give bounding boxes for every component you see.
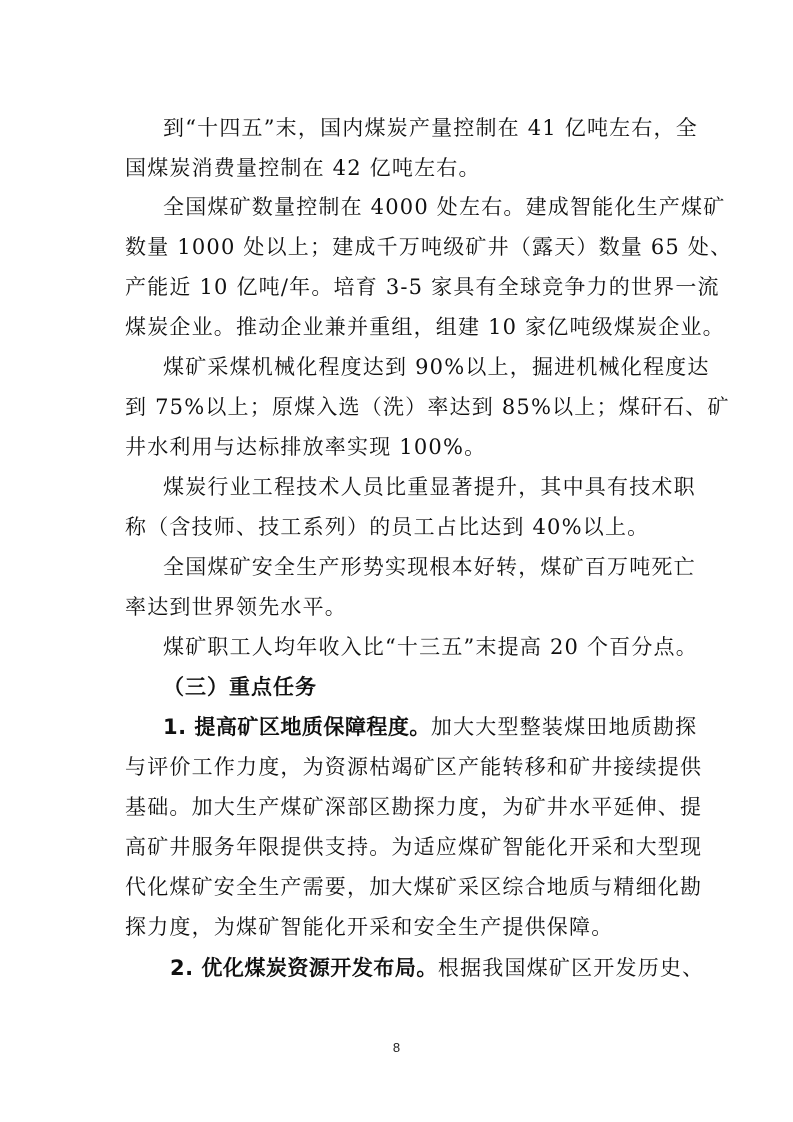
paragraph-1-line-1: 到“十四五”末，国内煤炭产量控制在 41 亿吨左右，全 bbox=[163, 116, 698, 140]
task1-lead: 1. 提高矿区地质保障程度。 bbox=[163, 715, 431, 739]
paragraph-6-line-1: 煤矿职工人均年收入比“十三五”末提高 20 个百分点。 bbox=[163, 635, 698, 659]
task1-line-6: 探力度，为煤矿智能化开采和安全生产提供保障。 bbox=[125, 915, 614, 939]
task2-line-1 bbox=[170, 953, 705, 983]
task1-line-3: 基础。加大生产煤矿深部区勘探力度，为矿井水平延伸、提 bbox=[125, 795, 703, 819]
paragraph-2-line-1: 全国煤矿数量控制在 4000 处左右。建成智能化生产煤矿 bbox=[163, 195, 726, 219]
paragraph-2-line-4: 煤炭企业。推动企业兼并重组，组建 10 家亿吨级煤炭企业。 bbox=[125, 315, 725, 339]
task1-line-5: 代化煤矿安全生产需要，加大煤矿采区综合地质与精细化勘 bbox=[125, 875, 703, 899]
task2-lead: 2. 优化煤炭资源开发布局。 bbox=[170, 956, 438, 980]
paragraph-4-line-2: 称（含技师、技工系列）的员工占比达到 40%以上。 bbox=[125, 515, 650, 539]
paragraph-2-line-3: 产能近 10 亿吨/年。培育 3-5 家具有全球竞争力的世界一流 bbox=[125, 275, 720, 299]
paragraph-3-line-2: 到 75%以上；原煤入选（洗）率达到 85%以上；煤矸石、矿 bbox=[125, 395, 730, 419]
paragraph-1-line-2: 国煤炭消费量控制在 42 亿吨左右。 bbox=[125, 156, 481, 180]
paragraph-5-line-1: 全国煤矿安全生产形势实现根本好转，煤矿百万吨死亡 bbox=[163, 555, 696, 579]
task1-line-1 bbox=[163, 712, 698, 742]
task1-text: 加大大型整装煤田地质勘探 bbox=[430, 715, 698, 739]
paragraph-2-line-2: 数量 1000 处以上；建成千万吨级矿井（露天）数量 65 处、 bbox=[125, 235, 733, 259]
task1-line-4: 高矿井服务年限提供支持。为适应煤矿智能化开采和大型现 bbox=[125, 835, 703, 859]
paragraph-3-line-1: 煤矿采煤机械化程度达到 90%以上，掘进机械化程度达 bbox=[163, 355, 710, 379]
paragraph-3-line-3: 井水利用与达标排放率实现 100%。 bbox=[125, 435, 487, 459]
section-heading: （三）重点任务 bbox=[163, 675, 317, 699]
task2-text: 根据我国煤矿区开发历史、 bbox=[437, 956, 705, 980]
page-number: 8 bbox=[392, 1040, 401, 1055]
task1-line-2: 与评价工作力度，为资源枯竭矿区产能转移和矿井接续提供 bbox=[125, 755, 703, 779]
paragraph-4-line-1: 煤炭行业工程技术人员比重显著提升，其中具有技术职 bbox=[163, 475, 696, 499]
paragraph-5-line-2: 率达到世界领先水平。 bbox=[125, 595, 347, 619]
